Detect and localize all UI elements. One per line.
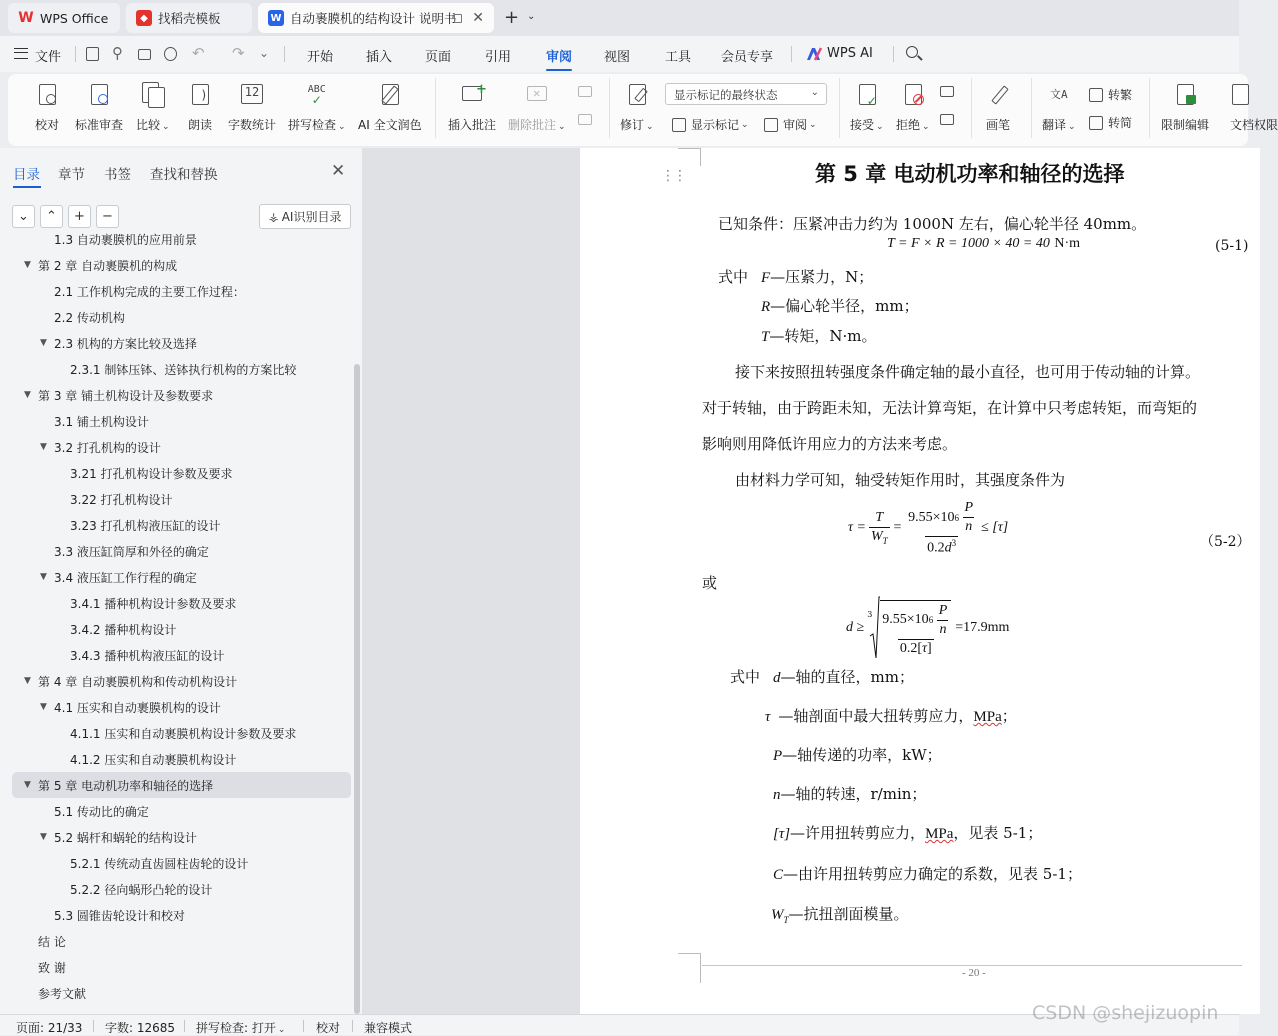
- menu-member[interactable]: 会员专享: [721, 50, 774, 65]
- toc-item-label: 2.3.1 制钵压钵、送钵执行机构的方案比较: [70, 362, 297, 377]
- expand-arrow-icon[interactable]: ▼: [24, 780, 31, 790]
- accept-icon: ✓: [854, 82, 880, 108]
- proofread-label: 校对: [34, 118, 59, 132]
- menu-tools[interactable]: 工具: [665, 50, 692, 65]
- toc-item-label: 2.3 机构的方案比较及选择: [54, 336, 197, 351]
- restrict-editing-button[interactable]: [1161, 82, 1209, 133]
- toc-item[interactable]: [12, 850, 351, 876]
- new-tab-plus-icon[interactable]: +: [504, 7, 520, 28]
- delete-comment-button[interactable]: ✕ 删除批注 ⌄: [508, 82, 566, 133]
- margin-mark: [700, 953, 701, 983]
- toc-item[interactable]: [12, 590, 351, 616]
- symbol-T: T: [761, 329, 770, 345]
- tab-list-chevron-icon[interactable]: ⌄: [527, 11, 536, 22]
- definition-tail: ；: [1001, 707, 1017, 725]
- definition-T-text: —转矩，N·m。: [769, 327, 877, 345]
- tab-bookmarks[interactable]: 书签: [104, 167, 131, 183]
- equation-5-1-number: (5-1): [1215, 238, 1249, 254]
- delete-comment-icon: ✕: [524, 82, 550, 108]
- track-changes-icon: [624, 82, 650, 108]
- symbol-R: R: [761, 299, 771, 315]
- delete-comment-label: 删除批注: [508, 118, 557, 132]
- compare-icon: [140, 82, 166, 108]
- traditional-icon: [1089, 88, 1103, 102]
- close-tab-icon[interactable]: ✕: [472, 10, 484, 26]
- toc-item-label: 3.4 液压缸工作行程的确定: [54, 570, 197, 585]
- divider: [1149, 78, 1150, 138]
- page-number: - 20 -: [962, 967, 986, 979]
- definition-symbol: C: [773, 867, 784, 883]
- toc-item-label: 第 3 章 铺土机构设计及参数要求: [38, 388, 214, 403]
- toc-item[interactable]: [12, 772, 351, 798]
- toc-item-label: 致 谢: [38, 960, 66, 975]
- ai-sparkle-icon: ⚶: [268, 209, 279, 224]
- toc-item[interactable]: [12, 564, 351, 590]
- expand-arrow-icon[interactable]: ▼: [40, 572, 47, 582]
- doc-rights-icon: [1230, 82, 1256, 108]
- tab-wps-office[interactable]: [8, 3, 120, 33]
- footer-rule: [702, 965, 1242, 966]
- compat-mode-indicator: 兼容模式: [364, 1021, 413, 1035]
- proofread-icon: [34, 82, 60, 108]
- divider: [1031, 78, 1032, 138]
- simplified-icon: [1089, 116, 1103, 130]
- toc-item-label: 第 5 章 电动机功率和轴径的选择: [38, 778, 214, 793]
- word-count-label: 字数统计: [228, 118, 277, 132]
- toc-item[interactable]: [12, 798, 351, 824]
- toc-item-label: 2.1 工作机构完成的主要工作过程：: [54, 284, 245, 299]
- paragraph-line: 影响则用降低许用应力的方法来考虑。: [702, 435, 958, 453]
- ink-button[interactable]: [985, 82, 1011, 133]
- display-mode-select[interactable]: [665, 83, 827, 105]
- next-comment-icon[interactable]: [576, 112, 594, 130]
- tab-template[interactable]: [126, 3, 252, 33]
- menu-references[interactable]: 引用: [485, 50, 512, 65]
- expand-arrow-icon[interactable]: ▼: [40, 442, 47, 452]
- expand-arrow-icon[interactable]: ▼: [40, 832, 47, 842]
- lock-doc-icon: [1172, 82, 1198, 108]
- divider: [609, 78, 610, 138]
- to-simplified-button[interactable]: [1089, 114, 1132, 131]
- definition-symbol-subscript: T: [783, 915, 789, 925]
- accept-label: 接受: [850, 118, 875, 132]
- page-indicator[interactable]: 页面: 21/33: [16, 1021, 83, 1035]
- remove-heading-button[interactable]: [96, 205, 119, 228]
- toc-item[interactable]: [12, 304, 351, 330]
- template-logo-icon: ◆: [136, 10, 152, 26]
- save-icon[interactable]: [86, 47, 99, 61]
- spell-check-indicator[interactable]: 拼写检查: 打开 ⌄: [196, 1021, 286, 1035]
- reject-label: 拒绝: [896, 118, 921, 132]
- translate-icon: 文A: [1049, 88, 1068, 101]
- spell-check-status: 拼写检查: 打开: [196, 1021, 276, 1035]
- paragraph-line: 由材料力学可知，轴受转矩作用时，其强度条件为: [735, 471, 1066, 489]
- toc-item[interactable]: [12, 928, 351, 954]
- menu-bar: [0, 36, 1239, 72]
- next-change-icon[interactable]: [938, 112, 956, 130]
- pane-scrollbar[interactable]: [354, 364, 360, 1014]
- close-pane-icon[interactable]: ✕: [331, 161, 346, 181]
- symbol-F: F: [761, 270, 771, 286]
- divider: [839, 78, 840, 138]
- toc-item[interactable]: [12, 954, 351, 980]
- menu-page[interactable]: 页面: [425, 50, 452, 65]
- toc-item-label: 第 2 章 自动裹膜机的构成: [38, 258, 178, 273]
- window-tab-bar: [0, 0, 1239, 36]
- toc-item-label: 5.1 传动比的确定: [54, 804, 149, 819]
- watermark: CSDN @shejizuopin: [1032, 1002, 1219, 1024]
- toc-item[interactable]: [12, 824, 351, 850]
- review-pane-label: 审阅: [783, 118, 808, 132]
- toc-item-label: 3.23 打孔机构液压缸的设计: [70, 518, 221, 533]
- show-markup-button[interactable]: 显示标记 ⌄: [672, 116, 749, 133]
- definition-text: —轴的直径，mm；: [780, 668, 914, 686]
- where-label: 式中: [718, 268, 749, 286]
- redo-icon[interactable]: ↷: [232, 44, 245, 62]
- pen-icon: [985, 82, 1011, 108]
- spell-check-label: 拼写检查: [288, 118, 337, 132]
- ai-toc-label: AI识别目录: [281, 210, 342, 224]
- margin-mark: [700, 148, 701, 166]
- accept-button[interactable]: ✓ 接受 ⌄: [850, 82, 884, 133]
- definition-row: [771, 903, 909, 925]
- definition-text: —轴剖面中最大扭转剪应力，: [778, 707, 974, 725]
- toc-item-label: 3.22 打孔机构设计: [70, 492, 173, 507]
- toc-item[interactable]: [12, 512, 351, 538]
- definition-row: [773, 822, 1042, 843]
- equation-5-2-number: （5-2）: [1200, 534, 1251, 550]
- previous-comment-icon[interactable]: [576, 84, 594, 102]
- print-icon[interactable]: [138, 49, 151, 60]
- standard-review-icon: [86, 82, 112, 108]
- reject-button[interactable]: 拒绝 ⌄: [896, 82, 930, 133]
- toc-item[interactable]: [12, 694, 351, 720]
- monitor-icon[interactable]: [454, 14, 462, 23]
- expand-arrow-icon[interactable]: ▼: [24, 260, 31, 270]
- display-mode-value: 显示标记的最终状态: [674, 88, 778, 102]
- definition-row: [773, 783, 926, 804]
- toc-item-label: 4.1.2 压实和自动裹膜机构设计: [70, 752, 237, 767]
- read-aloud-label: 朗读: [187, 118, 212, 132]
- ai-polish-label: AI 全文润色: [358, 118, 422, 132]
- menu-review[interactable]: 审阅: [546, 50, 573, 65]
- toc-item[interactable]: [12, 538, 351, 564]
- standard-review-label: 标准审查: [75, 118, 124, 132]
- or-text: 或: [702, 574, 718, 592]
- definition-text: —轴传递的功率，kW；: [782, 746, 942, 764]
- definition-text: —轴的转速，r/min；: [780, 785, 927, 803]
- document-page[interactable]: [580, 148, 1260, 1014]
- equation-5-1-unit: N·m: [1054, 236, 1080, 251]
- standard-review-button[interactable]: [75, 82, 123, 133]
- definition-text: —抗扭剖面模量。: [788, 905, 909, 923]
- toc-item-label: 5.2 蜗杆和蜗轮的结构设计: [54, 830, 197, 845]
- track-changes-button[interactable]: 修订 ⌄: [620, 82, 654, 133]
- toc-item[interactable]: [12, 434, 351, 460]
- spell-check-button[interactable]: ABC ✓ 拼写检查 ⌄: [288, 84, 346, 132]
- previous-change-icon[interactable]: [938, 84, 956, 102]
- toc-item[interactable]: [12, 980, 351, 1006]
- expand-arrow-icon[interactable]: ▼: [40, 702, 47, 712]
- toc-item-label: 5.2.2 径向蜗形凸轮的设计: [70, 882, 213, 897]
- collapse-up-button[interactable]: [40, 205, 63, 228]
- chevron-up-icon: ⌃: [46, 209, 57, 224]
- toc-item[interactable]: [12, 408, 351, 434]
- document-rights-button[interactable]: [1230, 82, 1278, 133]
- toc-item[interactable]: [12, 356, 351, 382]
- definition-R: [761, 295, 919, 316]
- show-markup-icon: [672, 118, 686, 132]
- insert-comment-button[interactable]: [448, 82, 496, 133]
- toc-item-label: 结 论: [38, 934, 66, 949]
- toc-item-label: 4.1 压实和自动裹膜机构的设计: [54, 700, 221, 715]
- toc-item-label: 4.1.1 压实和自动裹膜机构设计参数及要求: [70, 726, 297, 741]
- equation-5-1: [887, 235, 1080, 252]
- translate-button[interactable]: 文A 翻译 ⌄: [1042, 82, 1076, 133]
- expand-arrow-icon[interactable]: ▼: [24, 676, 31, 686]
- equation-5-2: τ = $\frac{T}{W_T}$ = 9.55×10 6 $\frac{P}{n}$ $0.2d^3$ ≤ [τ]: [848, 500, 1009, 556]
- toc-item[interactable]: [12, 460, 351, 486]
- review-pane-icon: [764, 118, 778, 132]
- translate-label: 翻译: [1042, 118, 1067, 132]
- divider: [893, 46, 894, 62]
- equation-5-1-body: T = F × R = 1000 × 40 = 40: [887, 236, 1050, 251]
- chevron-down-icon: ⌄: [810, 87, 819, 98]
- toc-item-label: 3.3 液压缸筒厚和外径的确定: [54, 544, 209, 559]
- radical-sign: [870, 596, 880, 660]
- navigation-pane: [0, 148, 362, 1014]
- divider: [184, 1020, 185, 1032]
- toc-item[interactable]: [12, 616, 351, 642]
- where-label-2: 式中: [730, 668, 761, 686]
- tab-document-label: 自动裹膜机的结构设计 说明书: [290, 11, 457, 26]
- toc-item-label: 第 4 章 自动裹膜机构和传动机构设计: [38, 674, 238, 689]
- compare-button[interactable]: 比较 ⌄: [136, 82, 170, 133]
- chapter-heading: 第 5 章 电动机功率和轴径的选择: [815, 162, 1125, 186]
- doc-rights-label: 文档权限: [1230, 118, 1278, 132]
- toc-item[interactable]: [12, 902, 351, 928]
- toc-item[interactable]: [12, 278, 351, 304]
- show-markup-label: 显示标记: [691, 118, 740, 132]
- tab-find-replace[interactable]: 查找和替换: [150, 167, 218, 183]
- toc-item-label: 参考文献: [38, 986, 87, 1001]
- proofread-button[interactable]: [34, 82, 60, 133]
- toc-item-label: 5.3 圆锥齿轮设计和校对: [54, 908, 185, 923]
- known-conditions: 已知条件：压紧冲击力约为 1000N 左右，偏心轮半径 40mm。: [718, 215, 1147, 233]
- restrict-editing-label: 限制编辑: [1161, 118, 1210, 132]
- toc-item[interactable]: [12, 876, 351, 902]
- review-pane-button[interactable]: 审阅 ⌄: [764, 116, 817, 133]
- to-simplified-label: 转简: [1108, 116, 1133, 130]
- definition-T: [761, 325, 876, 346]
- ink-label: 画笔: [985, 118, 1010, 132]
- definition-symbol: n: [773, 787, 781, 803]
- chevron-down-icon: ⌄: [18, 209, 29, 224]
- writer-doc-icon: W: [268, 10, 284, 26]
- definition-symbol: τ: [765, 709, 771, 725]
- definition-row: [773, 863, 1082, 884]
- drag-handle-icon[interactable]: ⋮⋮: [661, 168, 685, 184]
- toc-item-label: 3.2 打孔机构的设计: [54, 440, 161, 455]
- to-traditional-label: 转繁: [1108, 88, 1133, 102]
- insert-comment-icon: +: [459, 82, 485, 108]
- insert-comment-label: 插入批注: [448, 118, 497, 132]
- toc-item[interactable]: [12, 486, 351, 512]
- quick-access-chevron-icon[interactable]: ⌄: [259, 46, 270, 60]
- toc-item-label: 3.1 铺土机构设计: [54, 414, 149, 429]
- toc-item[interactable]: [12, 252, 351, 278]
- active-tab-indicator: [13, 186, 41, 188]
- definition-tail: ，见表 5-1；: [953, 824, 1043, 842]
- tab-chapters[interactable]: 章节: [58, 167, 85, 183]
- reject-icon: [900, 82, 926, 108]
- menu-wps-ai[interactable]: WPS AI: [827, 46, 873, 61]
- definition-R-text: —偏心轮半径，mm；: [770, 297, 919, 315]
- toc-item[interactable]: [12, 746, 351, 772]
- active-tab-indicator: [546, 69, 572, 71]
- definition-F: [761, 266, 873, 287]
- divider: [791, 46, 792, 62]
- toc-item[interactable]: [12, 720, 351, 746]
- magic-wand-icon: [377, 82, 403, 108]
- definition-F-text: —压紧力，N；: [770, 268, 874, 286]
- word-count-button[interactable]: [228, 82, 276, 133]
- definition-row: [765, 705, 1017, 726]
- divider: [284, 46, 285, 62]
- menu-view[interactable]: 视图: [604, 50, 631, 65]
- divider: [303, 1020, 304, 1032]
- navigation-tabs: [0, 148, 362, 194]
- divider: [435, 78, 436, 138]
- toc-item[interactable]: [12, 642, 351, 668]
- toc-item-label: 1.3 自动裹膜机的应用前景: [54, 232, 197, 247]
- to-traditional-button[interactable]: [1089, 86, 1132, 103]
- definition-symbol: P: [773, 748, 783, 764]
- definition-unit: MPa: [925, 826, 954, 842]
- divider: [75, 46, 76, 62]
- tab-toc[interactable]: 目录: [13, 167, 40, 183]
- toc-item[interactable]: [12, 330, 351, 356]
- menu-home[interactable]: 开始: [307, 50, 334, 65]
- menu-insert[interactable]: 插入: [366, 50, 393, 65]
- toc-item-label: 3.21 打孔机构设计参数及要求: [70, 466, 233, 481]
- search-icon[interactable]: [906, 46, 918, 58]
- toc-item-label: 5.2.1 传统动直齿圆柱齿轮的设计: [70, 856, 249, 871]
- tab-document[interactable]: [258, 3, 494, 33]
- definition-symbol: W: [771, 907, 784, 923]
- toc-item-label: 3.4.3 播种机构液压缸的设计: [70, 648, 225, 663]
- toc-item[interactable]: [12, 382, 351, 408]
- paragraph-line: 接下来按照扭转强度条件确定轴的最小直径，也可用于传动轴的计算。: [735, 363, 1201, 381]
- toc-item[interactable]: [12, 668, 351, 694]
- definition-row: [773, 666, 914, 687]
- definition-text: —许用扭转剪应力，: [790, 824, 926, 842]
- word-count-icon: 12: [239, 82, 265, 108]
- word-count-indicator[interactable]: 字数: 12685: [105, 1021, 176, 1035]
- definition-unit: MPa: [973, 709, 1002, 725]
- divider: [352, 1020, 353, 1032]
- divider: [971, 78, 972, 138]
- ribbon-toolbar: [8, 74, 1278, 146]
- hamburger-menu-icon[interactable]: [14, 48, 28, 59]
- definition-symbol: [τ]: [773, 826, 791, 842]
- paragraph-line: 对于转轴，由于跨距未知，无法计算弯矩，在计算中只考虑转矩，而弯矩的: [702, 399, 1198, 417]
- expand-arrow-icon[interactable]: ▼: [24, 390, 31, 400]
- equation-5-3: d ≥ 3 9.55×10 6 $\frac{P}{n}$ 0.2[τ] =17.9mm: [846, 596, 1009, 660]
- margin-mark: [678, 953, 700, 954]
- toc-item-label: 3.4.2 播种机构设计: [70, 622, 177, 637]
- definition-text: —由许用扭转剪应力确定的系数，见表 5-1；: [783, 865, 1082, 883]
- toc-item-label: 3.4.1 播种机构设计参数及要求: [70, 596, 237, 611]
- undo-icon[interactable]: ↶: [192, 44, 205, 62]
- toc-item-label: 2.2 传动机构: [54, 310, 125, 325]
- share-icon[interactable]: ⚲: [112, 44, 123, 62]
- read-aloud-icon: ): [187, 82, 213, 108]
- expand-arrow-icon[interactable]: ▼: [40, 338, 47, 348]
- toc-item[interactable]: [12, 226, 351, 252]
- definition-symbol: d: [773, 670, 781, 686]
- toc-list: [0, 232, 356, 1014]
- wps-logo-icon: W: [18, 10, 34, 26]
- plus-icon: +: [74, 209, 85, 224]
- definition-row: [773, 744, 942, 765]
- minus-icon: −: [102, 209, 113, 224]
- equation-5-3-result: =17.9mm: [955, 620, 1010, 635]
- track-changes-label: 修订: [620, 118, 645, 132]
- margin-mark: [678, 148, 700, 149]
- menu-file[interactable]: 文件: [35, 50, 62, 65]
- tab-wps-label: WPS Office: [40, 10, 109, 26]
- print-preview-icon[interactable]: [164, 47, 177, 61]
- wps-ai-icon: [806, 46, 822, 62]
- read-aloud-button[interactable]: [187, 82, 213, 133]
- add-heading-button[interactable]: [68, 205, 91, 228]
- spell-check-icon: ABC ✓: [307, 84, 326, 107]
- tab-template-label: 找稻壳模板: [158, 11, 221, 26]
- collapse-down-button[interactable]: [12, 205, 35, 228]
- ai-polish-button[interactable]: [358, 82, 422, 133]
- compare-label: 比较: [136, 118, 161, 132]
- proof-indicator[interactable]: 校对: [316, 1021, 341, 1035]
- divider: [93, 1020, 94, 1032]
